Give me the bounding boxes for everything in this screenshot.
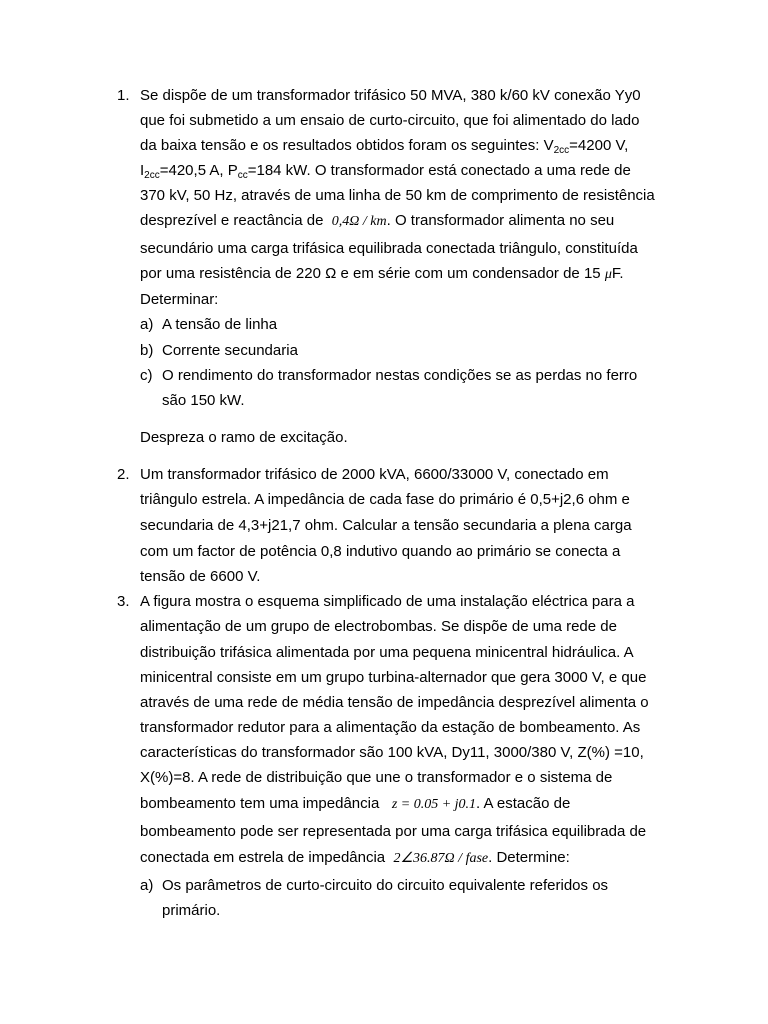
problem-3-line: conectada em estrela de impedância 2∠36.87Ω / fase. Determine:: [140, 849, 570, 866]
problem-3-line: X(%)=8. A rede de distribuição que une o transformador e o sistema de: [140, 769, 613, 786]
problem-3-line: minicentral consiste em um grupo turbina-alternador que gera 3000 V, e que: [140, 669, 647, 686]
problem-number: 2.: [117, 466, 130, 483]
problem-1-line: Determinar:: [140, 291, 219, 308]
problem-3-line: distribuição trifásica alimentada por uma pequena minicentral hidráulica. A: [140, 644, 634, 661]
problem-3-line: através de uma rede de média tensão de impedância desprezível alimenta o: [140, 694, 649, 711]
problem-3-line: bombeamento pode ser representada por uma carga trifásica equilibrada de: [140, 823, 647, 840]
problem-1-line: 370 kV, 50 Hz, através de uma linha de 50 km de comprimento de resistência: [140, 187, 655, 204]
problem-2-line: triângulo estrela. A impedância de cada fase do primário é 0,5+j2,6 ohm e: [140, 491, 630, 508]
formula: z = 0.05 + j0.1: [391, 797, 477, 812]
list-item-continuation: primário.: [162, 902, 221, 919]
problem-1-line: da baixa tensão e os resultados obtidos foram os seguintes: $V_{2cc}=4200$ V,: [140, 137, 629, 156]
problem-1-line: Se dispõe de um transformador trifásico 50 MVA, 380 k/60 kV conexão Yy0: [140, 87, 641, 104]
list-label: a): [140, 316, 154, 333]
problem-2-line: secundaria de 4,3+j21,7 ohm. Calcular a tensão secundaria a plena carga: [140, 517, 632, 534]
problem-number: 1.: [117, 87, 130, 104]
list-item: Corrente secundaria: [162, 342, 298, 359]
list-label: c): [140, 367, 153, 384]
list-label: b): [140, 342, 154, 359]
problem-3-line: transformador redutor para a alimentação da estação de bombeamento. As: [140, 719, 641, 736]
problem-3-line: bombeamento tem uma impedância z = 0.05 + j0.1. A estacão de: [140, 795, 571, 812]
problem-3-line: características do transformador são 100 kVA, Dy11, 3000/380 V, Z(%) =10,: [140, 744, 644, 761]
list-item-continuation: são 150 kW.: [162, 392, 245, 409]
problem-1-line: secundário uma carga trifásica equilibrada conectada triângulo, constituída: [140, 240, 638, 257]
list-item: A tensão de linha: [162, 316, 278, 333]
formula: 2∠36.87Ω / fase: [393, 851, 489, 866]
note: Despreza o ramo de excitação.: [140, 429, 348, 446]
list-item: O rendimento do transformador nestas condições se as perdas no ferro: [162, 367, 638, 384]
problem-1-line: desprezível e reactância de 0,4Ω / km. O transformador alimenta no seu: [140, 212, 615, 229]
problem-number: 3.: [117, 593, 130, 610]
problem-3-line: alimentação de um grupo de electrobombas. Se dispõe de uma rede de: [140, 618, 617, 635]
problem-2-line: tensão de 6600 V.: [140, 568, 261, 585]
problem-1-line: por uma resistência de 220 Ω e em série com um condensador de 15 μF.: [140, 265, 624, 282]
problem-2-line: com um factor de potência 0,8 indutivo quando ao primário se conecta a: [140, 543, 621, 560]
problem-1-line: que foi submetido a um ensaio de curto-circuito, que foi alimentado do lado: [140, 112, 640, 129]
problem-2-line: Um transformador trifásico de 2000 kVA, 6600/33000 V, conectado em: [140, 466, 609, 483]
problem-3-line: A figura mostra o esquema simplificado de uma instalação eléctrica para a: [140, 593, 635, 610]
list-label: a): [140, 877, 154, 894]
list-item: Os parâmetros de curto-circuito do circuito equivalente referidos os: [162, 877, 609, 894]
problem-1-line: $I_{2cc}=420,5$ A, $P_{cc}=184$ kW. O transformador está conectado a uma rede de: [140, 162, 631, 181]
formula: 0,4Ω / km: [331, 214, 387, 229]
